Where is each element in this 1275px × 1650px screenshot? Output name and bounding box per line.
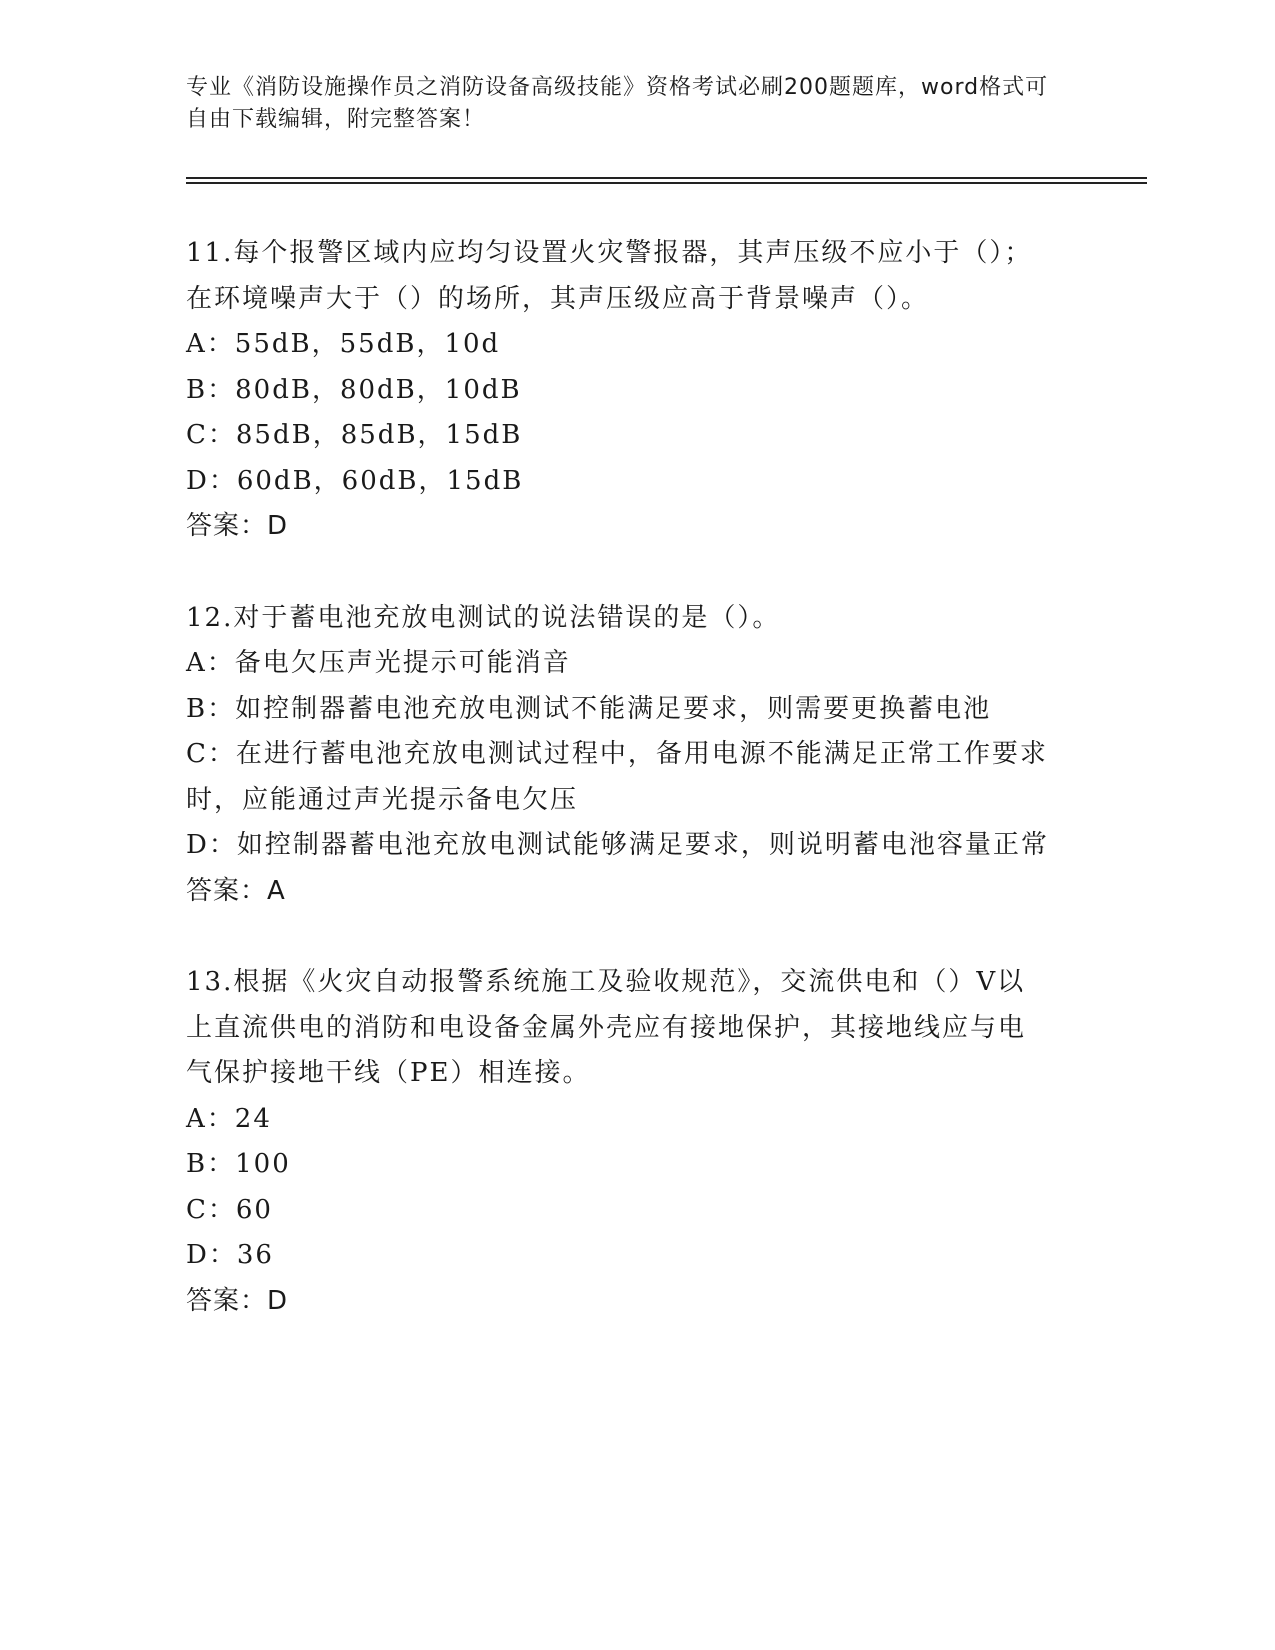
header-text: 专业《消防设施操作员之消防设备高级技能》资格考试必刷200题题库，word格式可自由下载编辑，附完整答案！: [186, 75, 1049, 132]
option-d: D：60dB，60dB，15dB: [186, 465, 524, 496]
option-b: B：80dB，80dB，10dB: [186, 374, 522, 405]
option-c-continued: 时，应能通过声光提示备电欠压: [186, 784, 579, 815]
option-a: A：24: [186, 1103, 272, 1134]
question-11: [186, 231, 1076, 550]
question-stem-line: 气保护接地干线（PE）相连接。: [186, 1058, 591, 1088]
question-stem-line: 11.每个报警区域内应均匀设置火灾警报器，其声压级不应小于（）；: [186, 238, 1033, 268]
option-b: B：如控制器蓄电池充放电测试不能满足要求，则需要更换蓄电池: [186, 693, 992, 724]
question-stem-line: 13.根据《火灾自动报警系统施工及验收规范》，交流供电和（）V以: [186, 967, 1026, 997]
header-rule-top: [186, 177, 1147, 179]
option-c: C：60: [186, 1194, 273, 1225]
question-13: [186, 960, 1076, 1324]
answer: 答案：A: [186, 875, 286, 906]
option-c: C：85dB，85dB，15dB: [186, 420, 523, 450]
option-c: C：在进行蓄电池充放电测试过程中，备用电源不能满足正常工作要求: [186, 739, 1048, 769]
option-a: A：备电欠压声光提示可能消音: [186, 648, 571, 678]
option-d: D：如控制器蓄电池充放电测试能够满足要求，则说明蓄电池容量正常: [186, 830, 1049, 860]
option-a: A：55dB，55dB，10d: [186, 329, 501, 359]
header-rule-bottom: [186, 182, 1147, 184]
question-stem-line: 12.对于蓄电池充放电测试的说法错误的是（）。: [186, 602, 781, 633]
document-header: [186, 72, 1066, 136]
question-list: [186, 231, 1076, 1370]
question-12: [186, 596, 1076, 915]
answer: 答案：D: [186, 1285, 289, 1316]
option-b: B：100: [186, 1149, 291, 1179]
option-d: D：36: [186, 1240, 274, 1270]
answer: 答案：D: [186, 511, 289, 541]
question-stem-line: 上直流供电的消防和电设备金属外壳应有接地保护，其接地线应与电: [186, 1012, 1027, 1043]
question-stem-line: 在环境噪声大于（）的场所，其声压级应高于背景噪声（）。: [186, 283, 930, 314]
